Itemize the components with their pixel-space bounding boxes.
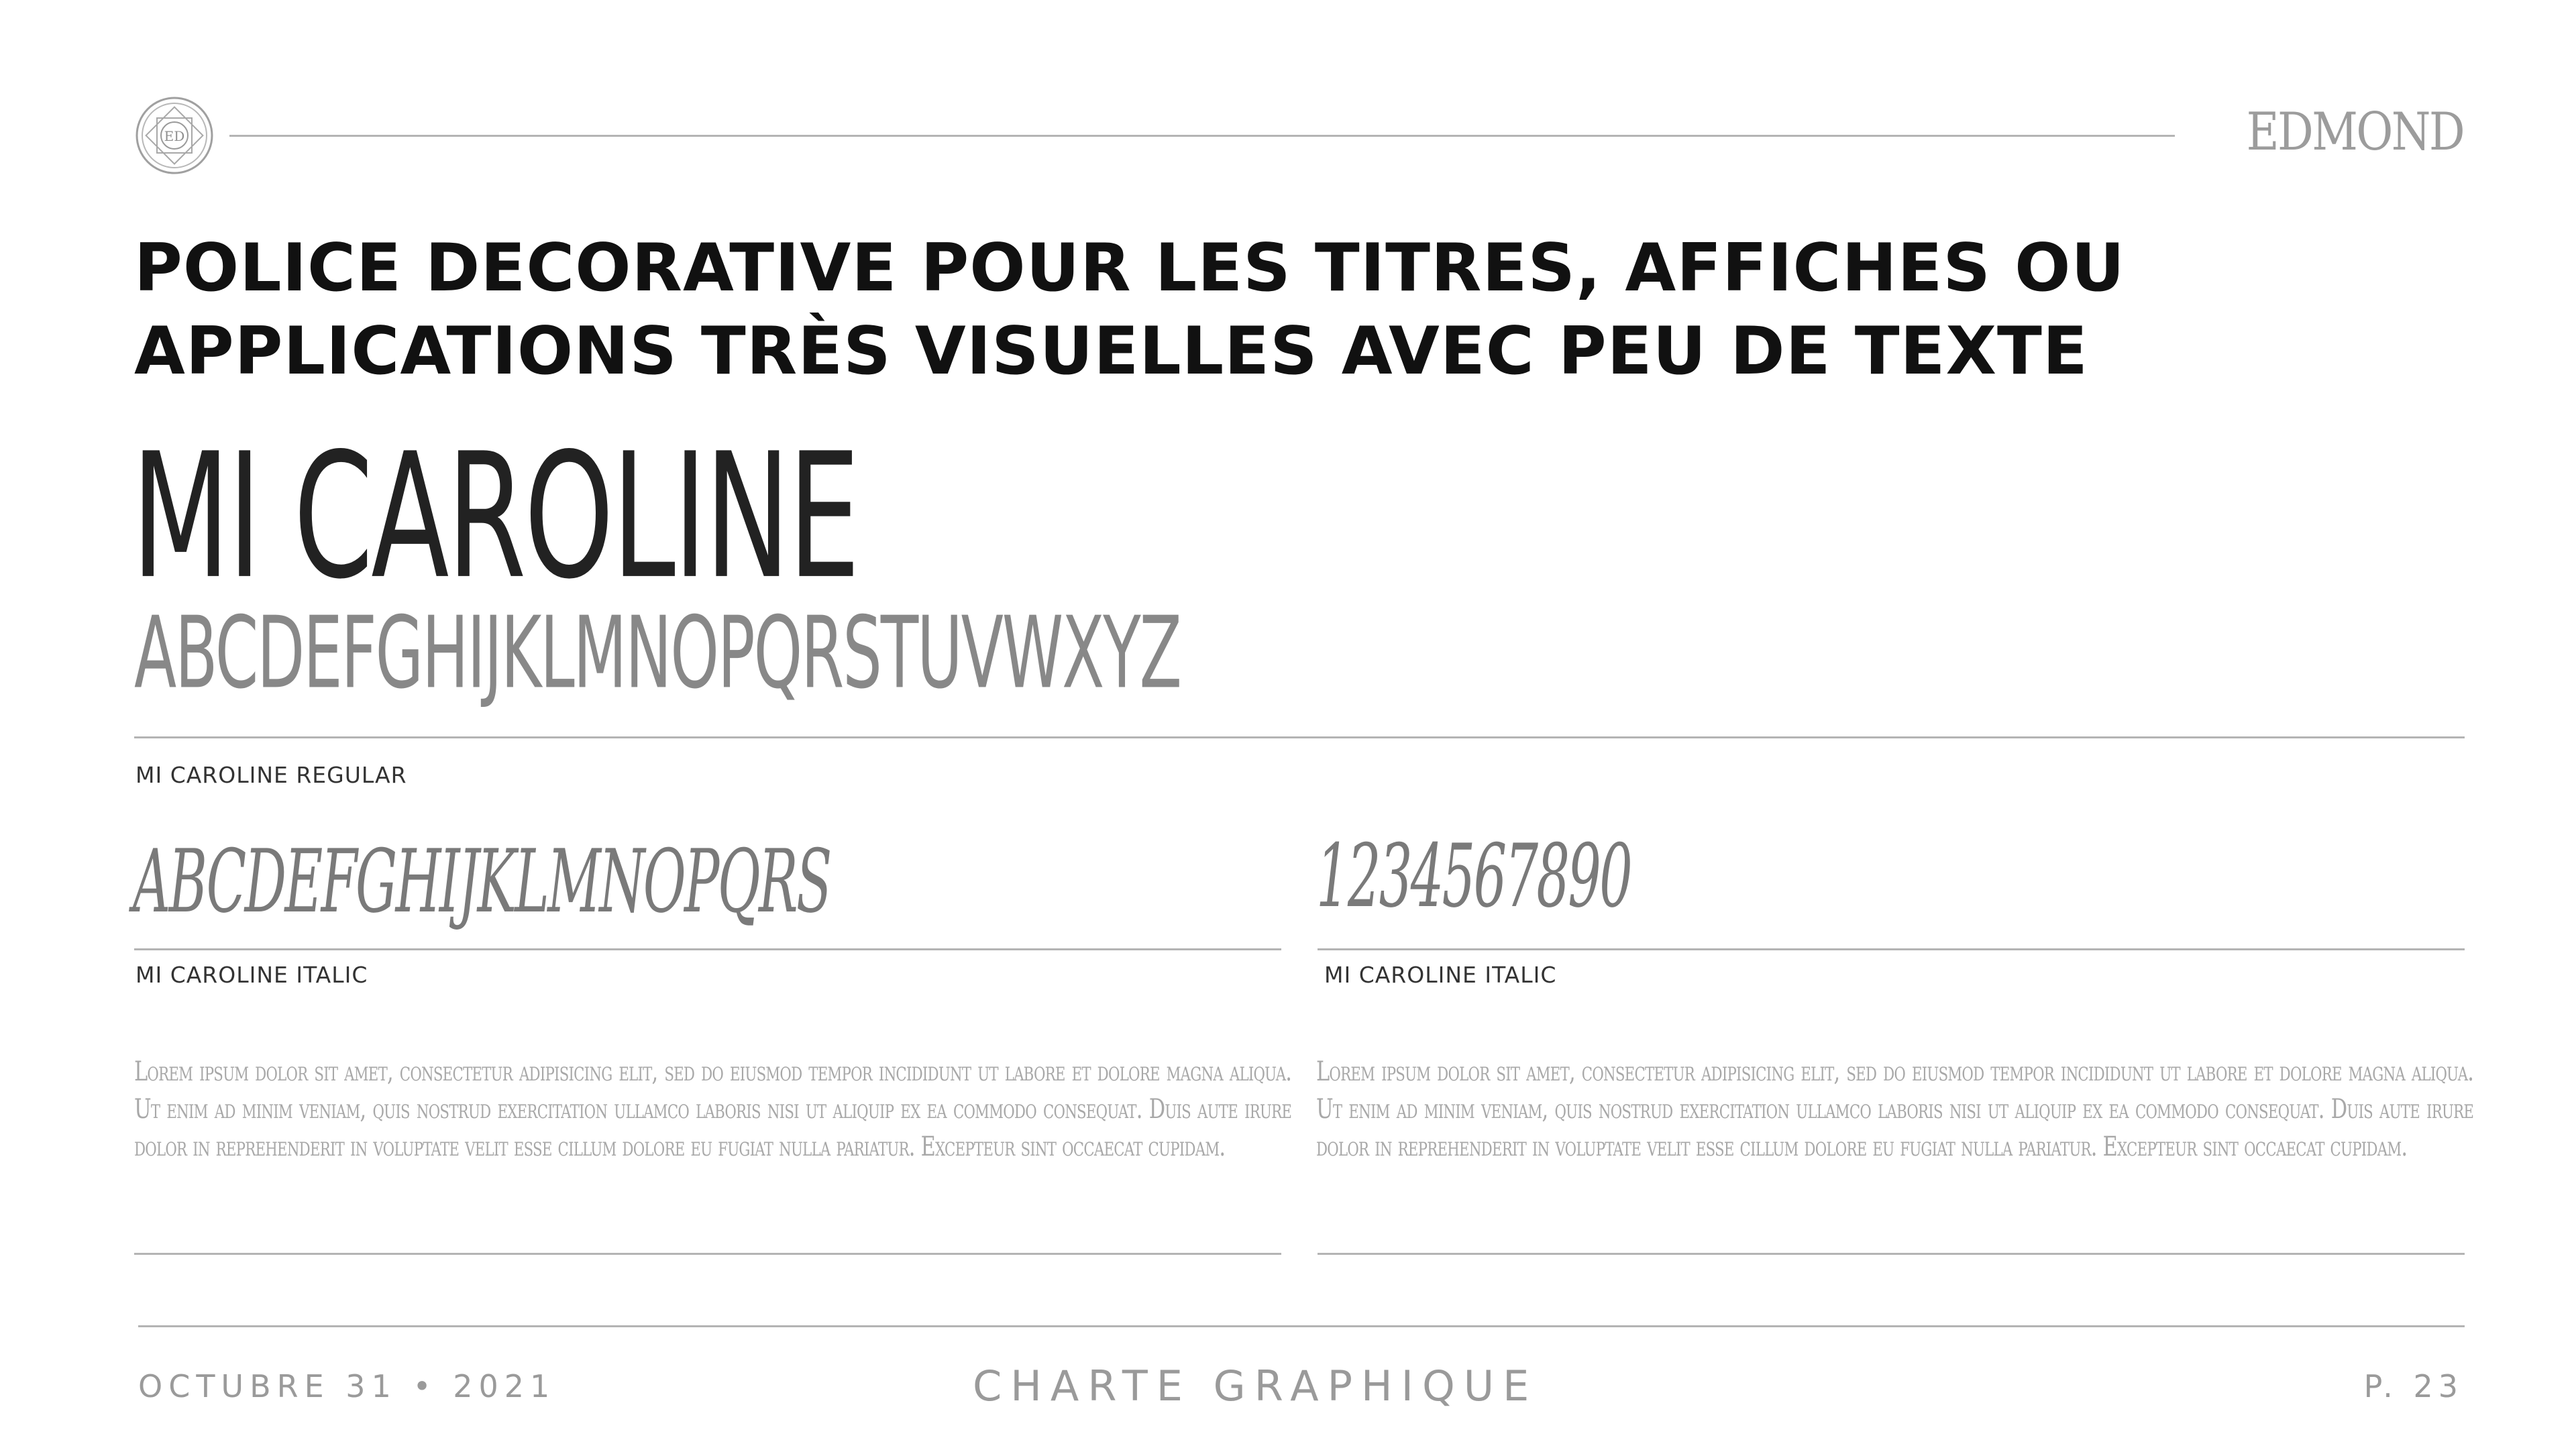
font-name-display: MI CAROLINE <box>131 416 859 618</box>
caption-regular: MI CAROLINE REGULAR <box>136 762 407 788</box>
headline-line-1: POLICE DECORATIVE POUR LES TITRES, AFFICHES OU <box>134 230 2126 307</box>
divider-italic-right <box>1318 948 2465 950</box>
alphabet-italic-sample: ABCDEFGHIJKLMNOPQRS <box>133 830 830 932</box>
footer-document-title: CHARTE GRAPHIQUE <box>973 1361 1538 1410</box>
alphabet-regular-sample: ABCDEFGHIJKLMNOPQRSTUVWXYZ <box>134 595 1181 712</box>
caption-italic-right: MI CAROLINE ITALIC <box>1324 962 1557 988</box>
emblem-letters: ED <box>164 128 185 144</box>
brand-logo: EDMOND <box>2246 102 2463 162</box>
footer-page-number: P. 23 <box>2363 1368 2463 1404</box>
divider-lorem-right <box>1318 1253 2465 1255</box>
lorem-paragraph-right: Lorem ipsum dolor sit amet, consectetur adipisicing elit, sed do eiusmod tempor incididunt ut labore et dolore magna aliqua. Ut enim ad minim veniam, quis nostrud exercitation ullamco laboris nisi ut aliquip ex ea commodo consequat. Duis aute irure dolor in reprehenderit in voluptate velit esse cillum dolore eu fugiat nulla pariatur. Excepteur sint occaecat cupidam. <box>1316 1056 2474 1162</box>
footer-date: OCTUBRE 31 • 2021 <box>138 1368 556 1404</box>
footer-rule <box>138 1325 2465 1327</box>
header-rule <box>229 135 2175 137</box>
divider-lorem-left <box>134 1253 1281 1255</box>
divider-italic-left <box>134 948 1281 950</box>
divider-regular <box>134 736 2465 738</box>
numbers-italic-sample: 1234567890 <box>1316 825 1631 927</box>
brand-emblem-icon <box>134 95 215 176</box>
lorem-paragraph-left: Lorem ipsum dolor sit amet, consectetur adipisicing elit, sed do eiusmod tempor incididunt ut labore et dolore magna aliqua. Ut enim ad minim veniam, quis nostrud exercitation ullamco laboris nisi ut aliquip ex ea commodo consequat. Duis aute irure dolor in reprehenderit in voluptate velit esse cillum dolore eu fugiat nulla pariatur. Excepteur sint occaecat cupidam. <box>134 1056 1292 1162</box>
page-headline <box>134 227 2281 393</box>
caption-italic-left: MI CAROLINE ITALIC <box>136 962 368 988</box>
headline-line-2: APPLICATIONS TRÈS VISUELLES AVEC PEU DE TEXTE <box>134 313 2088 390</box>
